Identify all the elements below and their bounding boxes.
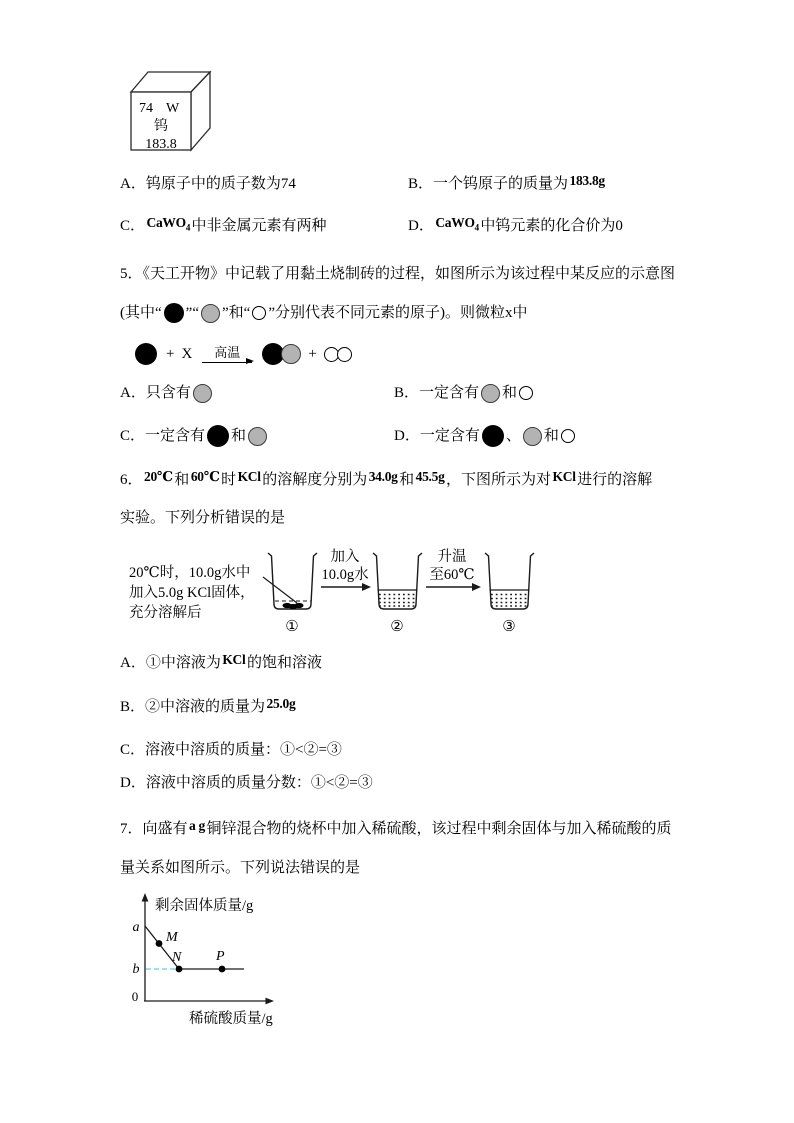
black-atom-icon	[207, 425, 229, 447]
element-atomic-number: 74	[139, 101, 153, 116]
option-label: C．	[120, 218, 146, 234]
beaker-2-label: ②	[390, 619, 404, 635]
solution-dots	[491, 595, 528, 607]
label-a: a	[132, 920, 140, 935]
q5-stem-line2	[120, 298, 527, 328]
label-origin: 0	[131, 989, 139, 1004]
chemical-formula: CaWO$_4$	[146, 214, 191, 233]
q4-option-c	[120, 214, 327, 243]
white-atom-icon	[519, 386, 533, 400]
question-text: 5．《天工开物》中记载了用黏土烧制砖的过程，如图所示为该过程中某反应的示意图	[120, 266, 676, 282]
svg-text:20℃时，10.0g水中: 20℃时，10.0g水中	[129, 565, 251, 581]
bold-value: 45.5g	[415, 468, 445, 484]
step-2-arrow	[426, 548, 481, 591]
q6-stem-line2	[120, 506, 285, 530]
q5-stem-line1	[120, 262, 675, 286]
q6-option-b	[120, 695, 297, 719]
y-axis-title: 剩余固体质量/g	[155, 898, 254, 914]
white-atom-icon	[337, 347, 352, 362]
bold-value: 183.8g	[569, 172, 605, 188]
option-text: 溶液中溶质的质量分数：①<②=③	[145, 775, 373, 791]
question-text: 7．向盛有	[120, 821, 188, 837]
option-label: B．	[408, 176, 434, 192]
q5-reaction-diagram	[133, 334, 352, 374]
question-text: 实验。下列分析错误的是	[120, 510, 286, 526]
gray-atom-icon	[281, 344, 301, 364]
question-text: 的溶解度分别为	[262, 472, 368, 488]
option-text: 、	[505, 428, 521, 444]
q6-beaker-experiment-diagram	[125, 543, 555, 643]
question-text: 和	[174, 472, 190, 488]
black-atom-icon	[482, 425, 504, 447]
question-text: (其中“	[120, 305, 162, 321]
svg-text:10.0g水: 10.0g水	[321, 567, 369, 583]
option-text: 一个钨原子的质量为	[433, 176, 569, 192]
question-text: ”“	[185, 305, 199, 321]
option-text: 和	[502, 385, 518, 401]
bold-value: a g	[189, 817, 205, 833]
point-m	[156, 940, 163, 947]
question-text: 进行的溶解	[577, 472, 653, 488]
svg-text:升温: 升温	[437, 549, 467, 565]
element-symbol: W	[166, 101, 180, 116]
svg-text:至60℃: 至60℃	[429, 567, 475, 583]
q7-stem-line2	[120, 856, 360, 880]
experiment-note	[129, 564, 255, 621]
question-text: ，下图所示为对	[446, 472, 552, 488]
reaction-arrow	[202, 346, 252, 363]
chemical-formula: CaWO$_4$	[435, 214, 479, 233]
reaction-condition: 高温	[214, 344, 241, 360]
product-molecule	[262, 343, 301, 365]
svg-text:充分溶解后: 充分溶解后	[129, 605, 202, 621]
option-label: D．	[394, 428, 420, 444]
option-label: A．	[120, 385, 146, 401]
question-text: 铜锌混合物的烧杯中加入稀硫酸，该过程中剩余固体与加入稀硫酸的质	[206, 821, 672, 837]
chemical-formula: KCl	[552, 468, 576, 484]
gray-atom-icon	[481, 384, 500, 403]
q6-option-c	[120, 738, 342, 762]
option-text: 一定含有	[419, 385, 480, 401]
option-text: 钨原子中的质子数为74	[145, 176, 296, 192]
gray-atom-icon	[201, 304, 220, 323]
x-axis-title: 稀硫酸质量/g	[189, 1011, 273, 1027]
bold-value: 60℃	[190, 468, 220, 484]
question-text: 和	[399, 472, 415, 488]
option-text: 中非金属元素有两种	[191, 218, 327, 234]
option-text: ①中溶液为	[145, 655, 221, 671]
option-text: ②中溶液的质量为	[145, 699, 266, 715]
question-text: 6．	[120, 472, 143, 488]
option-label: D．	[120, 775, 146, 791]
element-mass: 183.8	[145, 137, 177, 152]
option-text: 只含有	[145, 385, 191, 401]
option-label: B．	[394, 385, 420, 401]
q4-option-a	[120, 172, 296, 196]
q5-option-b	[394, 374, 535, 412]
option-label: C．	[120, 742, 146, 758]
bold-value: 25.0g	[266, 695, 296, 711]
beaker-1-label: ①	[285, 619, 299, 635]
label-p: P	[216, 949, 225, 964]
point-n	[176, 966, 183, 973]
option-text: 溶液中溶质的质量：①<②=③	[145, 742, 342, 758]
undissolved-solid	[283, 603, 304, 609]
option-label: D．	[408, 218, 434, 234]
tungsten-element-cube	[129, 66, 219, 158]
step-1-arrow	[321, 548, 371, 591]
x-axis-arrow	[266, 998, 275, 1005]
diatomic-molecule	[324, 347, 352, 362]
q4-option-b	[408, 172, 606, 196]
bold-value: 20℃	[144, 468, 173, 484]
plus-sign: +	[166, 346, 175, 362]
q6-option-d	[120, 771, 373, 795]
beaker-3	[485, 553, 534, 609]
solution-dots	[379, 595, 416, 607]
gray-atom-icon	[523, 427, 542, 446]
option-label: C．	[120, 428, 146, 444]
q7-mass-graph	[125, 888, 315, 1038]
q4-option-d	[408, 214, 623, 243]
q5-option-c	[120, 416, 269, 456]
question-text: 时	[221, 472, 237, 488]
pointer-line	[263, 577, 297, 603]
data-line	[145, 926, 244, 969]
gray-atom-icon	[248, 427, 267, 446]
beaker-3-label: ③	[502, 619, 516, 635]
q6-stem-line1	[120, 468, 652, 492]
option-text: 和	[231, 428, 247, 444]
axes	[144, 901, 267, 1001]
option-text: 一定含有	[145, 428, 206, 444]
white-atom-icon	[252, 306, 266, 320]
label-b: b	[132, 962, 140, 977]
option-text: 的饱和溶液	[246, 655, 322, 671]
question-text: 量关系如图所示。下列说法错误的是	[120, 860, 361, 876]
chemical-formula: KCl	[222, 651, 246, 667]
arrow-icon	[202, 362, 252, 363]
element-name: 钨	[154, 119, 168, 134]
option-text: 和	[543, 428, 559, 444]
option-label: A．	[120, 655, 146, 671]
question-text: ”和“	[221, 305, 251, 321]
bold-value: 34.0g	[368, 468, 398, 484]
option-text: 一定含有	[419, 428, 480, 444]
q5-option-a	[120, 374, 214, 412]
svg-text:加入: 加入	[330, 549, 360, 565]
q5-option-d	[394, 416, 577, 456]
q7-stem-line1	[120, 817, 672, 841]
chemical-formula: KCl	[237, 468, 261, 484]
white-atom-icon	[561, 429, 575, 443]
y-axis-arrow	[142, 893, 149, 902]
beaker-1	[268, 553, 317, 609]
option-label: B．	[120, 699, 146, 715]
option-text: 中钨元素的化合价为0	[480, 218, 623, 234]
question-text: ”分别代表不同元素的原子)。则微粒x中	[268, 305, 528, 321]
beaker-2	[373, 553, 422, 609]
q6-option-a	[120, 651, 322, 675]
label-m: M	[166, 930, 178, 945]
reactant-x-label: X	[181, 346, 193, 362]
black-atom-icon	[135, 343, 157, 365]
point-p	[219, 966, 226, 973]
gray-atom-icon	[193, 384, 212, 403]
plus-sign: +	[308, 346, 317, 362]
svg-text:加入5.0g KCl固体，: 加入5.0g KCl固体，	[129, 585, 255, 601]
option-label: A．	[120, 176, 146, 192]
black-atom-icon	[164, 303, 184, 323]
label-n: N	[172, 950, 182, 965]
